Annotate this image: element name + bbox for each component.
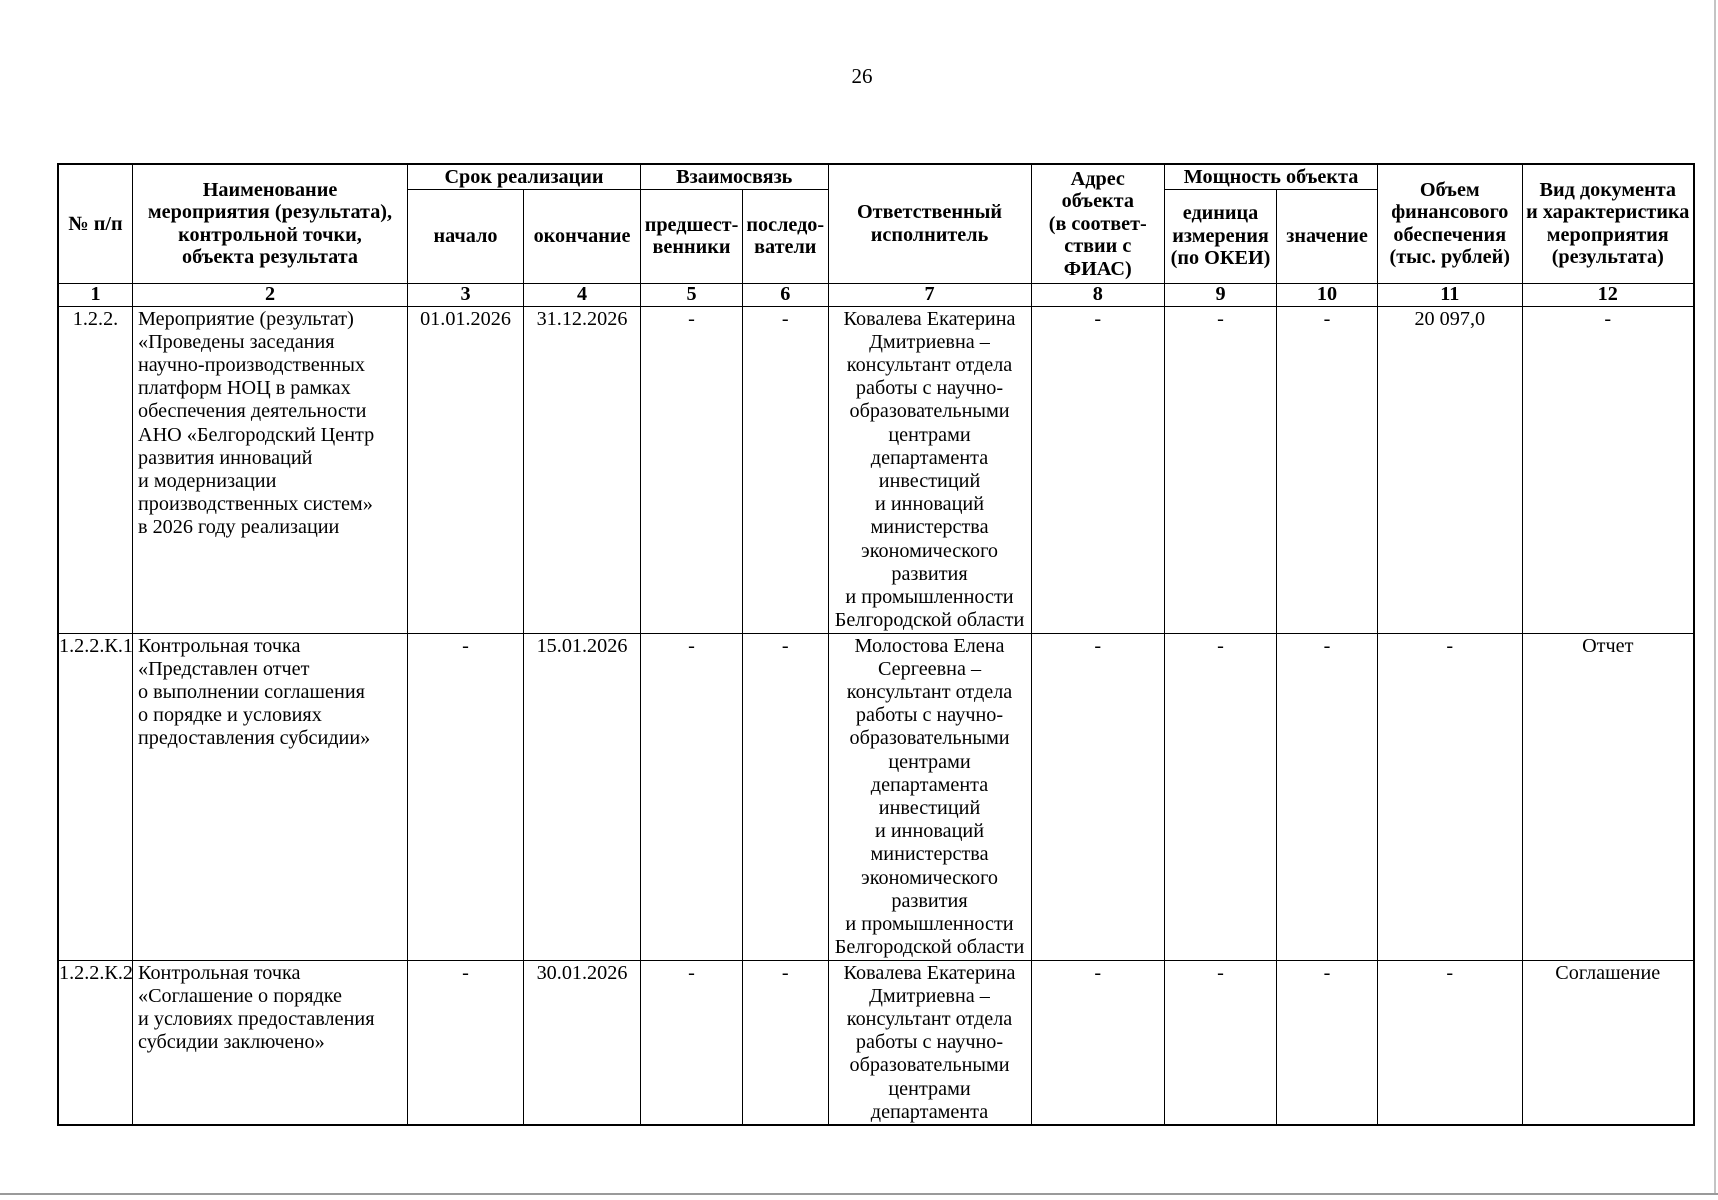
- cell-end: 30.01.2026: [524, 960, 641, 1125]
- cell-successors: -: [743, 633, 829, 960]
- header-document: Вид документа и характеристика мероприятия (результата): [1522, 164, 1694, 283]
- cell-document: Соглашение: [1522, 960, 1694, 1125]
- column-number-label: 5: [641, 283, 743, 306]
- header-name: Наименование мероприятия (результата), контрольной точки, объекта результата: [133, 164, 408, 283]
- cell-predecessors: -: [641, 306, 743, 633]
- header-period: Срок реализации: [408, 164, 641, 189]
- cell-number: 1.2.2.К.1: [58, 633, 133, 960]
- header-number: № п/п: [58, 164, 133, 283]
- header-capacity-unit: единица измерения (по ОКЕИ): [1165, 189, 1277, 283]
- cell-end: 15.01.2026: [524, 633, 641, 960]
- plan-table: [57, 163, 1695, 1126]
- column-number-label: 3: [408, 283, 524, 306]
- table-row: [58, 960, 1694, 1125]
- cell-responsible: Ковалева Екатерина Дмитриевна – консультант отдела работы с научно- образовательными центрами департамента: [828, 960, 1031, 1125]
- cell-capacity-value: -: [1277, 306, 1378, 633]
- cell-start: -: [408, 633, 524, 960]
- cell-capacity-value: -: [1277, 633, 1378, 960]
- table-row: [58, 306, 1694, 633]
- header-row-top: [58, 164, 1694, 189]
- cell-address: -: [1031, 960, 1165, 1125]
- column-number-label: 10: [1277, 283, 1378, 306]
- cell-predecessors: -: [641, 633, 743, 960]
- cell-funding: -: [1378, 960, 1523, 1125]
- header-capacity-value: значение: [1277, 189, 1378, 283]
- column-number-label: 7: [828, 283, 1031, 306]
- column-number-label: 2: [133, 283, 408, 306]
- cell-successors: -: [743, 960, 829, 1125]
- cell-capacity-unit: -: [1165, 306, 1277, 633]
- cell-successors: -: [743, 306, 829, 633]
- header-address: Адрес объекта (в соответ- ствии с ФИАС): [1031, 164, 1165, 283]
- header-responsible: Ответственный исполнитель: [828, 164, 1031, 283]
- cell-predecessors: -: [641, 960, 743, 1125]
- column-number-label: 11: [1378, 283, 1523, 306]
- cell-start: 01.01.2026: [408, 306, 524, 633]
- cell-address: -: [1031, 306, 1165, 633]
- cell-document: Отчет: [1522, 633, 1694, 960]
- column-number-label: 12: [1522, 283, 1694, 306]
- header-period-end: окончание: [524, 189, 641, 283]
- cell-name: Мероприятие (результат) «Проведены заседания научно-производственных платформ НОЦ в рамках обеспечения деятельности АНО «Белгородский Центр развития инноваций и модернизации производственных систем» в 2026 году реализации: [133, 306, 408, 633]
- cell-responsible: Молостова Елена Сергеевна – консультант отдела работы с научно- образовательными центрами департамента инвестиций и инноваций министерства экономического развития и промышленности Белгородской области: [828, 633, 1031, 960]
- header-period-start: начало: [408, 189, 524, 283]
- cell-funding: 20 097,0: [1378, 306, 1523, 633]
- cell-end: 31.12.2026: [524, 306, 641, 633]
- header-capacity: Мощность объекта: [1165, 164, 1378, 189]
- page-number: 26: [851, 64, 873, 88]
- cell-funding: -: [1378, 633, 1523, 960]
- cell-capacity-value: -: [1277, 960, 1378, 1125]
- scan-edge-bottom: [0, 1193, 1718, 1195]
- column-number-label: 8: [1031, 283, 1165, 306]
- table-row: [58, 633, 1694, 960]
- cell-number: 1.2.2.К.2: [58, 960, 133, 1125]
- header-relation: Взаимосвязь: [641, 164, 829, 189]
- header-relation-prev: предшест- венники: [641, 189, 743, 283]
- cell-document: -: [1522, 306, 1694, 633]
- header-relation-next: последо- ватели: [743, 189, 829, 283]
- header-funding: Объем финансового обеспечения (тыс. рублей): [1378, 164, 1523, 283]
- cell-name: Контрольная точка «Представлен отчет о выполнении соглашения о порядке и условиях предоставления субсидии»: [133, 633, 408, 960]
- cell-start: -: [408, 960, 524, 1125]
- cell-number: 1.2.2.: [58, 306, 133, 633]
- cell-capacity-unit: -: [1165, 633, 1277, 960]
- cell-name: Контрольная точка «Соглашение о порядке и условиях предоставления субсидии заключено»: [133, 960, 408, 1125]
- scan-edge-right: [1714, 0, 1716, 1193]
- column-number-label: 1: [58, 283, 133, 306]
- cell-responsible: Ковалева Екатерина Дмитриевна – консультант отдела работы с научно- образовательными центрами департамента инвестиций и инноваций министерства экономического развития и промышленности Белгородской области: [828, 306, 1031, 633]
- cell-address: -: [1031, 633, 1165, 960]
- cell-capacity-unit: -: [1165, 960, 1277, 1125]
- column-number-label: 9: [1165, 283, 1277, 306]
- column-numbers-row: [58, 283, 1694, 306]
- column-number-label: 6: [743, 283, 829, 306]
- column-number-label: 4: [524, 283, 641, 306]
